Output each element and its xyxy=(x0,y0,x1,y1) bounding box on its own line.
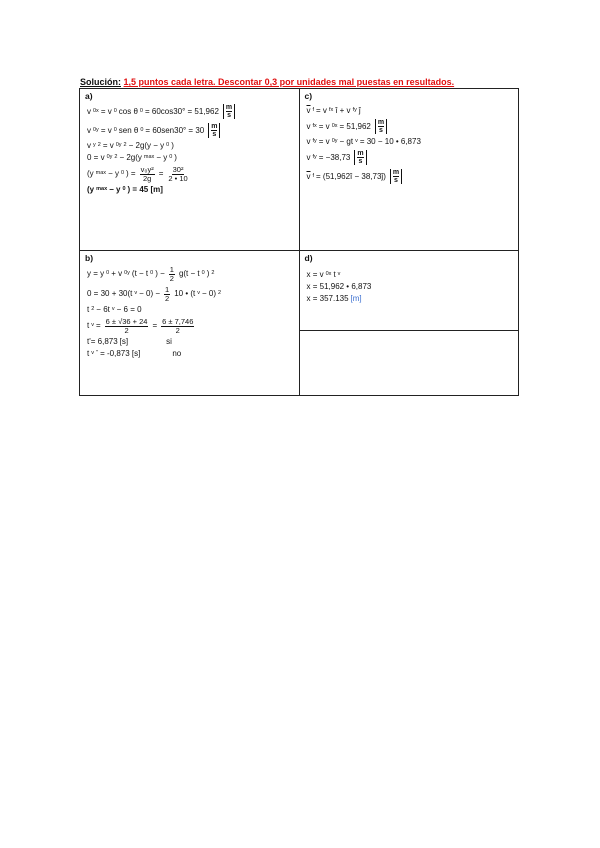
eq-b-4: t v = $\frac{6 \pm √36 + 24}{2}$ = $\frac{6 \pm 7,746}{2}$ xyxy=(87,317,194,335)
unit-bracket: m s xyxy=(375,119,387,134)
unit-bracket: m s xyxy=(390,169,402,184)
solution-header xyxy=(80,77,454,87)
cell-d-label: d) xyxy=(304,253,313,263)
unit-bracket: m s xyxy=(208,123,220,138)
eq-a-2: v 0y = v 0 sen θ 0 = 60sen30° = 30 m s xyxy=(87,123,294,138)
cell-c xyxy=(299,89,519,251)
fraction: $\frac{\text{30²}}{2 • 10}$ xyxy=(168,165,188,183)
eq-a-6: (y max − y 0 ) = 45 [m] xyxy=(87,185,163,194)
fraction: $\frac{1}{2}$ xyxy=(165,285,170,303)
eq-c-5: $\overline{v}$ f = (51,962î − 38,73ĵ) m s xyxy=(307,169,514,184)
verdict-si: si xyxy=(166,337,172,346)
unit-seconds: [s] xyxy=(119,337,129,346)
eq-a-4: 0 = v 0y 2 − 2g(y max − y 0 ) xyxy=(87,153,177,162)
solution-table xyxy=(79,88,519,396)
eq-c-4: v fy = −38,73 m s xyxy=(307,150,514,165)
unit-bracket: m s xyxy=(354,150,366,165)
header-label: Solución: xyxy=(80,77,121,87)
cell-d xyxy=(299,251,519,331)
eq-a-3: v y 2 = v 0y 2 − 2g(y − y 0 ) xyxy=(87,141,174,150)
unit-meters: [m] xyxy=(350,294,362,303)
cell-b-label: b) xyxy=(85,253,94,263)
eq-b-6: t v '' = -0,873 [s] no xyxy=(87,349,182,358)
cell-c-label: c) xyxy=(304,91,313,101)
eq-c-3: v fy = v 0y − gt v = 30 − 10 • 6,873 xyxy=(306,137,421,146)
unit-bracket: m s xyxy=(223,104,235,119)
eq-d-3: x = 357.135 [m] xyxy=(306,294,362,303)
eq-b-1: y = y 0 + v 0y (t − t 0 ) − $\frac{1}{2}$ g(t − t 0 ) 2 xyxy=(87,265,215,283)
eq-d-1: x = v 0x t v xyxy=(306,270,341,279)
fraction: $\frac{\text{v₀y²}}{2g}$ xyxy=(140,165,154,183)
fraction: $\frac{6 \pm √36 + 24}{2}$ xyxy=(105,317,148,335)
cell-b xyxy=(80,251,300,396)
eq-d-2: x = 51,962 • 6,873 xyxy=(306,282,372,291)
eq-a-5: (y max − y 0 ) = $\frac{\text{v₀y²}}{2g}$ = $\frac{\text{30²}}{2 • 10}$ xyxy=(87,165,188,183)
cell-a-label: a) xyxy=(85,91,93,101)
cell-a xyxy=(80,89,300,251)
fraction: $\frac{6 \pm 7,746}{2}$ xyxy=(162,317,194,335)
cell-empty xyxy=(299,331,519,396)
eq-b-3: t 2 − 6t v − 6 = 0 xyxy=(87,305,142,314)
scoring-note: 1,5 puntos cada letra. Descontar 0,3 por unidades mal puestas en resultados. xyxy=(123,77,455,87)
eq-b-2: 0 = 30 + 30(t v − 0) − $\frac{1}{2}$ 10 • (t v − 0) 2 xyxy=(87,285,222,303)
eq-c-2: v fx = v 0x = 51,962 m s xyxy=(307,119,514,134)
eq-a-1: v 0x = v 0 cos θ 0 = 60cos30° = 51,962 m s xyxy=(87,104,294,119)
eq-b-5: t'= 6,873 [s] si xyxy=(87,337,172,346)
verdict-no: no xyxy=(172,349,182,358)
fraction: $\frac{1}{2}$ xyxy=(169,265,174,283)
eq-c-1: $\overline{v}$ f = v fx î + v fy ĵ xyxy=(306,106,361,115)
